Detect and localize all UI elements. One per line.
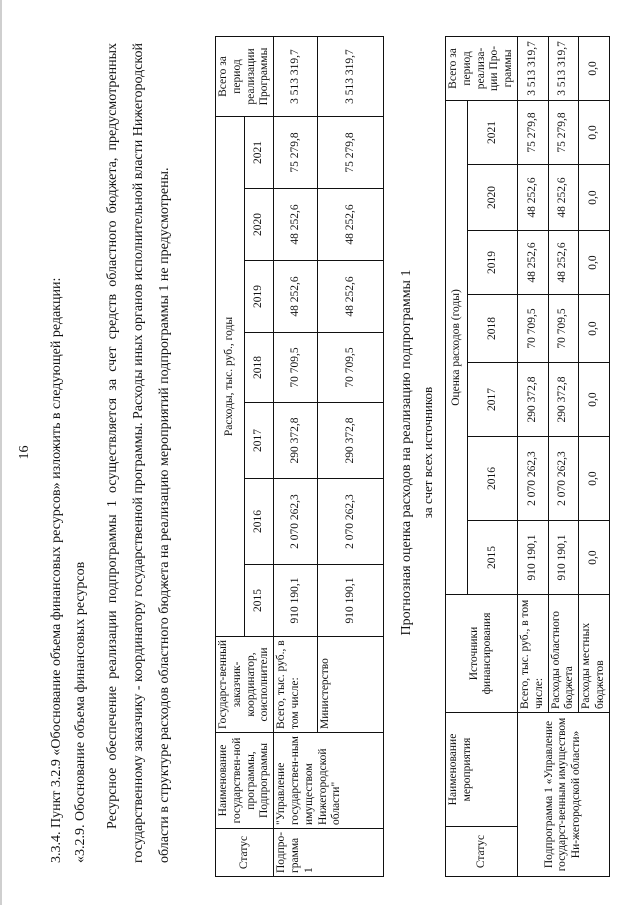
header-expenses: Расходы, тыс. руб., годы xyxy=(216,117,245,637)
value-cell: 70 709,5 xyxy=(274,333,318,403)
header-name: Наименование мероприятия xyxy=(446,713,518,827)
value-cell: 290 372,8 xyxy=(517,363,548,437)
customer-cell: Министерство xyxy=(318,637,384,733)
header-total: Всего за период реализа-ции Про-граммы xyxy=(446,36,518,100)
page-number: 16 xyxy=(17,445,32,460)
value-cell: 48 252,6 xyxy=(318,261,384,333)
year-header: 2016 xyxy=(245,479,274,565)
subprogram-name-cell: Подпрограмма 1 «Управление государст-венным имуществом Ни-жегородской области» xyxy=(517,713,609,877)
header-source: Источники финансирования xyxy=(446,595,518,713)
year-header: 2019 xyxy=(467,231,517,295)
value-cell: 910 190,1 xyxy=(548,521,579,595)
year-header: 2015 xyxy=(467,521,517,595)
value-cell: 75 279,8 xyxy=(548,100,579,164)
customer-cell: Всего, тыс. руб., в том числе: xyxy=(274,637,318,733)
section-heading: 3.3.4. Пункт 3.2.9 «Обоснование объема финансовых ресурсов» изложить в следующей редакции: xyxy=(49,277,64,863)
header-estimate: Оценка расходов (годы) xyxy=(446,100,468,594)
value-cell: 48 252,6 xyxy=(548,231,579,295)
expenses-table xyxy=(215,36,384,877)
value-cell: 70 709,5 xyxy=(548,295,579,363)
year-header: 2021 xyxy=(245,117,274,189)
total-cell: 3 513 319,7 xyxy=(548,36,579,100)
value-cell: 0,0 xyxy=(579,521,610,595)
value-cell: 0,0 xyxy=(579,363,610,437)
value-cell: 75 279,8 xyxy=(318,117,384,189)
table-header-row xyxy=(216,37,245,877)
year-header: 2017 xyxy=(245,403,274,479)
value-cell: 70 709,5 xyxy=(517,295,548,363)
table2-caption: Прогнозная оценка расходов на реализацию подпрограммы 1 xyxy=(399,269,414,636)
value-cell: 0,0 xyxy=(579,437,610,521)
value-cell: 910 190,1 xyxy=(517,521,548,595)
value-cell: 290 372,8 xyxy=(274,403,318,479)
table-row xyxy=(274,37,318,877)
table2-subcaption: за счет всех источников xyxy=(420,386,435,519)
header-name: Наименование государствен-ной программы, Подпрограммы xyxy=(216,733,274,829)
header-total: Всего за период реализации Программы xyxy=(216,37,274,117)
year-header: 2015 xyxy=(245,565,274,637)
value-cell: 910 190,1 xyxy=(274,565,318,637)
value-cell: 48 252,6 xyxy=(517,231,548,295)
value-cell: 0,0 xyxy=(579,231,610,295)
value-cell: 2 070 262,3 xyxy=(274,479,318,565)
year-header: 2018 xyxy=(245,333,274,403)
year-header: 2016 xyxy=(467,437,517,521)
year-header: 2018 xyxy=(467,295,517,363)
header-customer: Государст-венный заказчик-координатор, соисполнители xyxy=(216,637,274,733)
value-cell: 0,0 xyxy=(579,295,610,363)
source-cell: Всего, тыс. руб., в том числе: xyxy=(517,595,548,713)
total-cell: 0,0 xyxy=(579,36,610,100)
value-cell: 75 279,8 xyxy=(274,117,318,189)
value-cell: 0,0 xyxy=(579,165,610,231)
total-cell: 3 513 319,7 xyxy=(274,37,318,117)
total-cell: 3 513 319,7 xyxy=(318,37,384,117)
year-header: 2020 xyxy=(245,189,274,261)
status-cell: Подпро-грамма 1 xyxy=(274,829,384,877)
value-cell: 290 372,8 xyxy=(318,403,384,479)
year-header: 2019 xyxy=(245,261,274,333)
year-header: 2017 xyxy=(467,363,517,437)
value-cell: 910 190,1 xyxy=(318,565,384,637)
total-cell: 3 513 319,7 xyxy=(517,36,548,100)
header-status: Статус xyxy=(446,827,518,877)
program-name-cell: "Управление государствен-ным имуществом Нижегородской области" xyxy=(274,733,384,829)
value-cell: 70 709,5 xyxy=(318,333,384,403)
value-cell: 2 070 262,3 xyxy=(548,437,579,521)
table-row xyxy=(517,36,548,876)
table-header-row xyxy=(446,36,468,876)
source-cell: Расходы областного бюджета xyxy=(548,595,579,713)
value-cell: 48 252,6 xyxy=(274,261,318,333)
body-paragraph: Ресурсное обеспечение реализации подпрограммы 1 осуществляется за счет средств областного бюджета, предусмотренных государственному заказчику - координатору государственной программы. Расходы иных органов исполнительной власти Нижегородской области в структуре расходов областного бюджета на реализацию мероприятий подпрограммы 1 не предусмотрены. xyxy=(105,43,172,863)
section-subheading: «3.2.9. Обоснование объема финансовых ресурсов xyxy=(73,561,88,863)
value-cell: 2 070 262,3 xyxy=(517,437,548,521)
value-cell: 48 252,6 xyxy=(517,165,548,231)
value-cell: 75 279,8 xyxy=(517,100,548,164)
value-cell: 48 252,6 xyxy=(274,189,318,261)
value-cell: 290 372,8 xyxy=(548,363,579,437)
value-cell: 2 070 262,3 xyxy=(318,479,384,565)
value-cell: 0,0 xyxy=(579,100,610,164)
year-header: 2021 xyxy=(467,100,517,164)
header-status: Статус xyxy=(216,829,274,877)
forecast-table xyxy=(445,36,610,877)
value-cell: 48 252,6 xyxy=(318,189,384,261)
source-cell: Расходы местных бюджетов xyxy=(579,595,610,713)
year-header: 2020 xyxy=(467,165,517,231)
value-cell: 48 252,6 xyxy=(548,165,579,231)
